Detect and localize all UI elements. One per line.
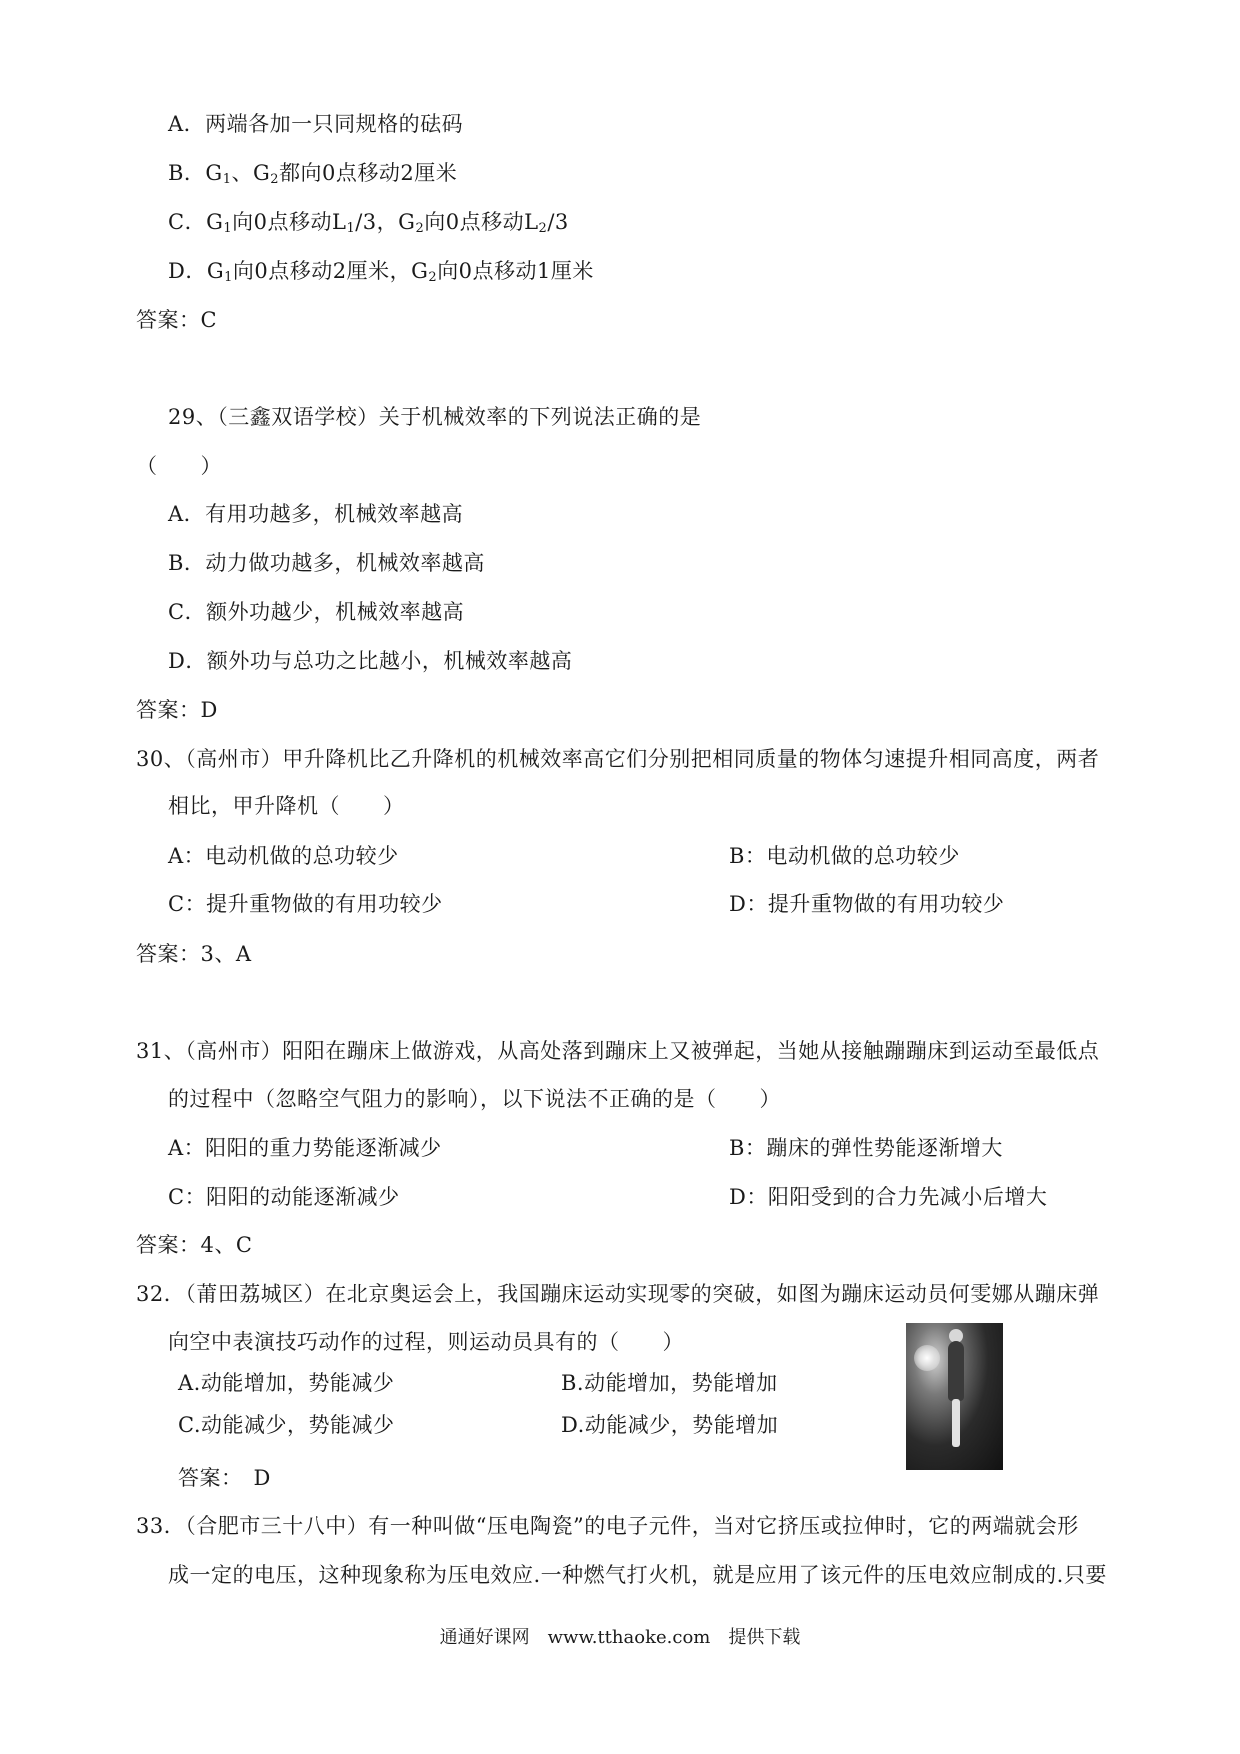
q32-answer: 答案： D	[178, 1466, 271, 1490]
q28-answer: 答案：C	[136, 308, 218, 332]
q30-stem-line1: 30、（高州市）甲升降机比乙升降机的机械效率高它们分别把相同质量的物体匀速提升相同高度，两者	[136, 747, 1100, 771]
q32-stem-line1: 32．（莆田荔城区）在北京奥运会上，我国蹦床运动实现零的突破，如图为蹦床运动员何雯娜从蹦床弹	[136, 1282, 1100, 1306]
q31-option-b: B：蹦床的弹性势能逐渐增大	[729, 1136, 1003, 1160]
photo-athlete-legs	[952, 1399, 960, 1447]
q28-option-a: A．两端各加一只同规格的砝码	[168, 112, 464, 136]
q33-stem-line2: 成一定的电压，这种现象称为压电效应.一种燃气打火机，就是应用了该元件的压电效应制成的.只要	[168, 1563, 1107, 1587]
q32-stem-line2: 向空中表演技巧动作的过程，则运动员具有的（ ）	[168, 1330, 684, 1354]
q32-option-c: C.动能减少，势能减少	[178, 1413, 395, 1437]
q29-option-d: D．额外功与总功之比越小，机械效率越高	[168, 649, 573, 673]
q30-option-row2	[168, 890, 1005, 918]
q32-option-d: D.动能减少，势能增加	[561, 1413, 779, 1437]
q31-answer: 答案：4、C	[136, 1233, 253, 1257]
q28-option-d: D．$G_1$向0点移动2厘米，$G_2$向0点移动1厘米	[168, 259, 594, 285]
q31-option-c: C：阳阳的动能逐渐减少	[168, 1185, 400, 1209]
q30-option-row1	[168, 842, 960, 870]
q31-option-row2	[168, 1183, 1048, 1211]
q31-option-row1	[168, 1134, 1003, 1162]
q29-option-a: A．有用功越多，机械效率越高	[168, 502, 464, 526]
q30-option-a: A：电动机做的总功较少	[168, 844, 399, 868]
q33-stem-line1: 33．（合肥市三十八中）有一种叫做“压电陶瓷”的电子元件，当对它挤压或拉伸时，它的两端就会形	[136, 1514, 1079, 1538]
q31-option-a: A：阳阳的重力势能逐渐减少	[168, 1136, 442, 1160]
q32-option-row2	[178, 1411, 779, 1439]
photo-light-flare	[914, 1345, 940, 1371]
q32-option-row1	[178, 1369, 778, 1397]
q29-answer: 答案：D	[136, 698, 218, 722]
q29-paren: （ ）	[136, 454, 222, 478]
q30-option-b: B：电动机做的总功较少	[729, 844, 960, 868]
trampoline-athlete-photo	[906, 1323, 1003, 1470]
q31-stem-line2: 的过程中（忽略空气阻力的影响），以下说法不正确的是（ ）	[168, 1087, 781, 1111]
photo-athlete-body	[948, 1341, 964, 1401]
q28-option-b: B．$G_1$、$G_2$都向0点移动2厘米	[168, 161, 458, 187]
q30-stem-line2: 相比，甲升降机（ ）	[168, 794, 405, 818]
q31-option-d: D：阳阳受到的合力先减小后增大	[729, 1185, 1048, 1209]
q32-option-b: B.动能增加，势能增加	[561, 1371, 778, 1395]
q30-option-c: C：提升重物做的有用功较少	[168, 892, 443, 916]
q29-option-b: B．动力做功越多，机械效率越高	[168, 551, 485, 575]
q29-stem: 29、（三鑫双语学校）关于机械效率的下列说法正确的是	[168, 405, 702, 429]
q29-option-c: C．额外功越少，机械效率越高	[168, 600, 465, 624]
q28-option-c: C．$G_1$向0点移动$L_1/3$，$G_2$向0点移动$L_2/3$	[168, 210, 569, 236]
q31-stem-line1: 31、（高州市）阳阳在蹦床上做游戏，从高处落到蹦床上又被弹起，当她从接触蹦蹦床到运动至最低点	[136, 1039, 1100, 1063]
q30-option-d: D：提升重物做的有用功较少	[729, 892, 1005, 916]
q32-option-a: A.动能增加，势能减少	[178, 1371, 395, 1395]
q30-answer: 答案：3、A	[136, 942, 252, 966]
page-footer: 通通好课网 www.tthaoke.com 提供下载	[439, 1627, 801, 1648]
